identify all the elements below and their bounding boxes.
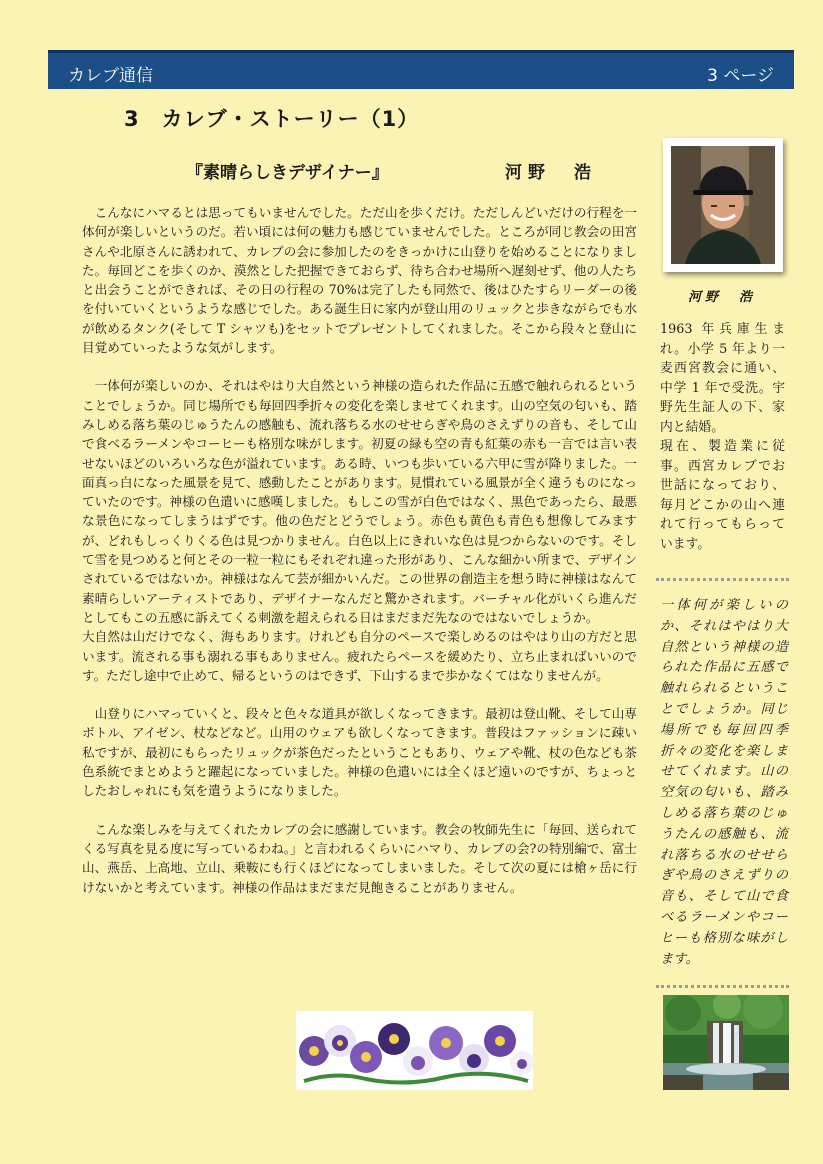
section-title: 3 カレブ・ストーリー（1）: [124, 107, 420, 131]
article-title: 『素晴らしきデザイナー』: [186, 163, 389, 183]
author-name: 河野 浩: [505, 163, 597, 183]
author-photo: [663, 138, 783, 272]
sidebar-divider: [656, 985, 789, 988]
page-header-bar: [48, 50, 794, 89]
article-paragraph: 大自然は山だけでなく、海もあります。けれども自分のペースで楽しめるのはやはり山の方だと思います。流される事も溺れる事もありません。疲れたらペースを緩めたり、立ち止まればいいのです。ただし途中で止めて、帰るというのはできず、下山するまで歩かなくてはなりませんが。: [82, 629, 637, 683]
pull-quote: 一体何が楽しいのか、それはやはり大自然という神様の造られた作品に五感で触れられるということでしょうか。同じ場所でも毎回四季折々の変化を楽しませてくれます。山の空気の匂いも、踏みしめる落ち葉のじゅうたんの感触も、流れ落ちる水のせせらぎや鳥のさえずりの音も、そして山で食べるラーメンやコーヒーも格別な味がします。: [660, 598, 788, 967]
pansy-flowers-illustration: [296, 1011, 533, 1090]
pansy-flowers-image: [296, 1011, 533, 1090]
article-paragraph: こんなにハマるとは思ってもいませんでした。ただ山を歩くだけ。ただしんどいだけの行程を一体何が楽しいというのだ。若い頃には何の魅力も感じていませんでした。ところが同じ教会の田宮さんや北原さんに誘われて、カレブの会に参加したのをきっかけに山登りを始めることになりました。毎回どこを歩くのか、漠然とした把握できておらず、待ち合わせ場所へ遅刻せず、他の人たちと出会うことができれば、その日の行程の 70%は完了したも同然で、後はひたすらリーダーの後を付いていくというような感じでした。ある誕生日に家内が登山用のリュックと歩きながらでも水が飲めるタンク(そして T シャツも)をセットでプレゼントしてくれました。そこから段々と登山に目覚めていったような気がします。: [82, 205, 637, 356]
waterfall-image: [663, 995, 789, 1090]
sidebar-divider: [656, 578, 789, 581]
newsletter-title: カレブ通信: [68, 66, 153, 86]
bio-paragraph: 現在、製造業に従事。西宮カレブでお世話になっており、毎月どこかの山へ連れて行ってもらっています。: [660, 439, 785, 552]
photo-caption: 河野 浩: [688, 290, 757, 305]
author-bio: [660, 320, 785, 554]
article-body: [82, 203, 637, 897]
page-number: 3 ページ: [707, 66, 774, 86]
article-paragraph: 一体何が楽しいのか、それはやはり大自然という神様の造られた作品に五感で触れられるということでしょうか。同じ場所でも毎回四季折々の変化を楽しませてくれます。山の空気の匂いも、踏みしめる落ち葉のじゅうたんの感触も、流れ落ちる水のせせらぎや鳥のさえずりの音も、そして山で食べるラーメンやコーヒーも格別な味がします。初夏の緑も空の青も紅葉の赤も一言では言い表せないほどのいろいろな色が溢れています。ある時、いつも歩いている六甲に雪が降りました。一面真っ白になった風景を見て、感動したことがあります。見慣れている風景が全く違うものになっていたのです。神様の色遣いに感嘆しました。もしこの雪が白色ではなく、黒色であったら、最悪な景色になってしまうはずです。他の色だとどうでしょう。赤色も黄色も青色も想像してみますが、どれもしっくりくる色は見つかりません。白色以上にきれいな色は見つからないのです。そして雪を見つめると何とその一粒一粒にもそれぞれ違った形があり、こんな細かい所まで、デザインされているではないか。神様はなんて芸が細かいんだ。この世界の創造主を想う時に神様はなんて素晴らしいアーティストであり、デザイナーなんだと驚かされます。バーチャル化がいくら進んだとしてもこの五感に訴えてくる刺激を超えられる日はまだまだ先なのではないでしょうか。: [82, 378, 637, 625]
article-paragraph: 山登りにハマっていくと、段々と色々な道具が欲しくなってきます。最初は登山靴、そして山専ボトル、アイゼン、杖などなど。山用のウェアも欲しくなってきます。普段はファッションに疎い私ですが、最初にもらったリュックが茶色だったということもあり、ウェアや靴、杖の色なども茶色系統でまとめようと躍起になっていました。神様の色遣いには全くほど遠いのですが、ちょっとしたおしゃれにも気を遣うようになりました。: [82, 706, 637, 799]
waterfall-photo: [663, 995, 789, 1090]
bio-paragraph: 1963 年兵庫生まれ。小学 5 年より一麦西宮教会に通い、中学 1 年で受洗。宇野先生証人の下、家内と結婚。: [660, 322, 785, 435]
author-portrait-image: [671, 146, 775, 264]
article-paragraph: こんな楽しみを与えてくれたカレブの会に感謝しています。教会の牧師先生に「毎回、送られてくる写真を見る度に写っているわね。」と言われるくらいにハマり、カレブの会?の特別編で、富士山、燕岳、上高地、立山、乗鞍にも行くほどになってしまいました。そして次の夏には槍ヶ岳に行けないかと考えています。神様の作品はまだまだ見飽きることがありません。: [82, 821, 637, 895]
